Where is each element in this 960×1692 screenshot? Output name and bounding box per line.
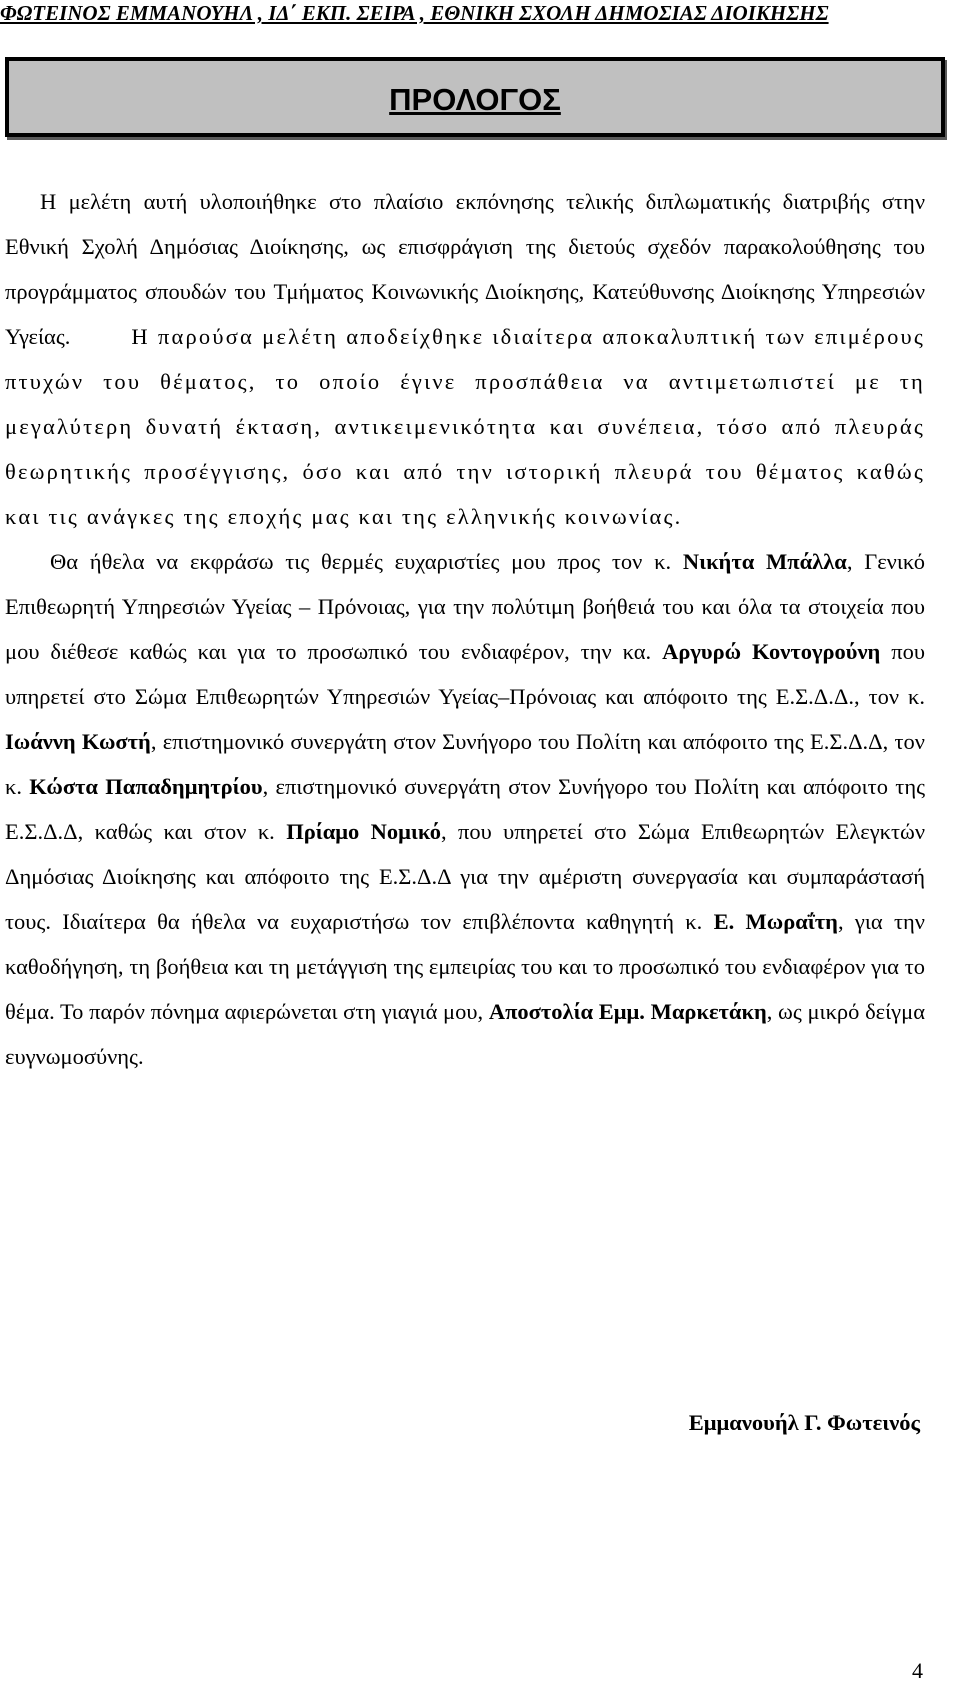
ack-name-5: Πρίαμο Νομικό xyxy=(286,819,441,844)
ack-text-8: , ως μικρό δείγμα ευγνωμοσύνης. xyxy=(5,999,925,1069)
ack-name-7: Αποστολία Εμμ. Μαρκετάκη xyxy=(488,999,767,1024)
ack-name-2: Αργυρώ Κοντογρούνη xyxy=(662,639,881,664)
paragraph-intro: Η μελέτη αυτή υλοποιήθηκε στο πλαίσιο εκπόνησης τελικής διπλωματικής διατριβής στην Εθνική Σχολή Δημόσιας Διοίκησης, ως επισφράγιση της διετούς σχεδόν παρακολούθησης του προγράμματος σπουδών του Τμήματος Κοινωνικής Διοίκησης, Κατεύθυνσης Διοίκησης Υπηρεσιών Υγείας. xyxy=(5,189,925,349)
ack-text-7: , για την καθοδήγηση, τη βοήθεια και τη μετάγγιση της εμπειρίας του και το προσωπικό του ενδιαφέρον για το θέμα. Το παρόν πόνημα αφιερώνεται στη γιαγιά μου, xyxy=(5,909,925,1024)
ack-text-2: , Γενικό Επιθεωρητή Υπηρεσιών Υγείας – Πρόνοιας, για την πολύτιμη βοήθειά του και όλα τα στοιχεία που μου διέθεσε καθώς και για το προσωπικό του ενδιαφέρον, την κα. xyxy=(5,549,925,664)
ack-name-1: Νικήτα Μπάλλα xyxy=(682,549,847,574)
title-box xyxy=(5,57,945,137)
ack-text-6: , που υπηρετεί στο Σώμα Επιθεωρητών Ελεγκτών Δημόσιας Διοίκησης και απόφοιτο της Ε.Σ.Δ.Δ για την αμέριστη συνεργασία και συμπαράστασή τους. Ιδιαίτερα θα ήθελα να ευχαριστήσω τον επιβλέποντα καθηγητή κ. xyxy=(5,819,925,934)
paragraph-scope: Η παρούσα μελέτη αποδείχθηκε ιδιαίτερα αποκαλυπτική των επιμέρους πτυχών του θέματος, το οποίο έγινε προσπάθεια να αντιμετωπιστεί με τη μεγαλύτερη δυνατή έκταση, αντικειμενικότητα και συνέπεια, τόσο από πλευράς θεωρητικής προσέγγισης, όσο και από την ιστορική πλευρά του θέματος καθώς και τις ανάγκες της εποχής μας και της ελληνικής κοινωνίας. xyxy=(5,324,925,529)
ack-text-5: , επιστημονικό συνεργάτη στον Συνήγορο του Πολίτη και απόφοιτο της Ε.Σ.Δ.Δ, καθώς και στον κ. xyxy=(5,774,926,844)
ack-name-4: Κώστα Παπαδημητρίου xyxy=(29,774,263,799)
ack-name-6: Ε. Μωραΐτη xyxy=(713,909,838,934)
running-header: ΦΩΤΕΙΝΟΣ ΕΜΜΑΝΟΥΗΛ , ΙΔ΄ ΕΚΠ. ΣΕΙΡΑ , ΕΘΝΙΚΗ ΣΧΟΛΗ ΔΗΜΟΣΙΑΣ ΔΙΟΙΚΗΣΗΣ xyxy=(0,1,829,25)
ack-text-4: , επιστημονικό συνεργάτη στον Συνήγορο του Πολίτη και απόφοιτο της Ε.Σ.Δ.Δ, τον κ. xyxy=(5,729,925,799)
ack-text-1: Θα ήθελα να εκφράσω τις θερμές ευχαριστίες μου προς τον κ. xyxy=(50,549,683,574)
ack-name-3: Ιωάννη Κωστή xyxy=(5,729,151,754)
page-number: 4 xyxy=(912,1658,923,1683)
ack-text-3: που υπηρετεί στο Σώμα Επιθεωρητών Υπηρεσιών Υγείας–Πρόνοιας και απόφοιτο της Ε.Σ.Δ.Δ., τον κ. xyxy=(5,639,925,709)
page-title: ΠΡΟΛΟΓΟΣ xyxy=(389,82,561,117)
signature: Εμμανουήλ Γ. Φωτεινός xyxy=(688,1410,920,1435)
paragraph-acknowledgements xyxy=(5,549,925,1069)
body-text xyxy=(5,179,925,1079)
